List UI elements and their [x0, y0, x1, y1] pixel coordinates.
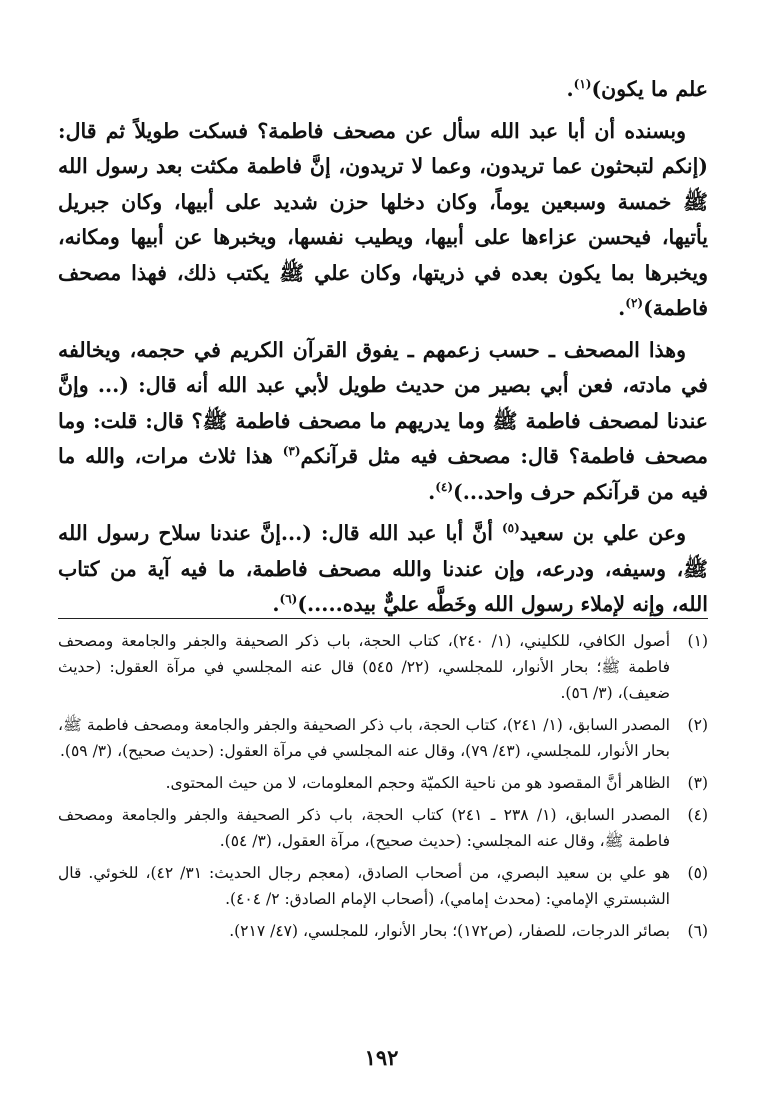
paragraph-2-text: وبسنده أن أبا عبد الله سأل عن مصحف فاطمة؟ فسكت طويلاً ثم قال: (إنكم لتبحثون عما تريدون، وعما لا تريدون، إنَّ فاطمة مكثت بعد رسول الله ﷺ خمسة وسبعين يوماً، وكان دخلها حزن شديد على أبيها، وكان جبريل يأتيها، فيحسن عزاءها على أبيها، ويطيب نفسها، ويخبرها عن أبيها ومكانه، ويخبرها بما يكون بعده في ذريتها، وكان علي ﷺ يكتب ذلك، فهذا مصحف فاطمة): [58, 118, 708, 320]
paragraph-4-tail: أنَّ أبا عبد الله قال: (...إنَّ عندنا سلاح رسول الله ﷺ، وسيفه، ودرعه، وإن عندنا والله مصحف فاطمة، ما فيه آية من كتاب الله، وإنه لإملاء رسول الله وخَطَّه عليٌّ بيده.....): [58, 521, 708, 616]
footnote-marker-6: (٦): [279, 592, 298, 607]
footnotes: [58, 628, 708, 950]
paragraph-4: [58, 516, 708, 623]
footnote-marker-5: (٥): [501, 521, 520, 536]
paragraph-3: [58, 333, 708, 511]
paragraph-1-tail: .: [566, 77, 574, 101]
footnote-marker-3: (٣): [282, 444, 301, 459]
footnote-number: (١): [687, 632, 708, 650]
footnote-number: (٥): [687, 864, 708, 882]
paragraph-3-tail: هذا ثلاث مرات، والله ما فيه من قرآنكم حرف واحد...): [58, 444, 708, 504]
footnote-number: (٤): [687, 806, 708, 824]
footnote-6: [58, 918, 708, 944]
footnote-number: (٢): [687, 716, 708, 734]
paragraph-2: [58, 114, 708, 327]
footnote-divider: [58, 618, 708, 619]
footnote-marker-4: (٤): [435, 479, 454, 494]
footnote-5: [58, 860, 708, 912]
footnote-text: بصائر الدرجات، للصفار، (ص١٧٢)؛ بحار الأنوار، للمجلسي، (٤٧/ ٢١٧).: [229, 922, 670, 940]
paragraph-2-tail: .: [618, 296, 626, 320]
footnote-text: هو علي بن سعيد البصري، من أصحاب الصادق، (معجم رجال الحديث: ٣١/ ٤٢)، للخوئي. قال الشبستري الإمامي: (محدث إمامي)، (أصحاب الإمام الصادق: ٢/ ٤٠٤).: [58, 864, 670, 908]
paragraph-1: [58, 72, 708, 108]
footnote-text: المصدر السابق، (١/ ٢٣٨ ـ ٢٤١) كتاب الحجة، باب ذكر الصحيفة والجفر والجامعة ومصحف فاطمة ﷺ، وقال عنه المجلسي: (حديث صحيح)، مرآة العقول، (٣/ ٥٤).: [58, 806, 670, 850]
footnote-marker-2: (٢): [625, 296, 644, 311]
footnote-text: أصول الكافي، للكليني، (١/ ٢٤٠)، كتاب الحجة، باب ذكر الصحيفة والجفر والجامعة ومصحف فاطمة ﷺ؛ بحار الأنوار، للمجلسي، (٢٢/ ٥٤٥) قال عنه المجلسي في مرآة العقول: (حديث ضعيف)، (٣/ ٥٦).: [58, 632, 671, 702]
page-number: ١٩٢: [364, 1045, 399, 1070]
footnote-number: (٣): [687, 774, 708, 792]
paragraph-3-tail-2: .: [428, 479, 436, 504]
main-text: [58, 72, 708, 629]
footnote-4: [58, 802, 708, 854]
footnote-marker-1: (١): [573, 77, 592, 92]
footnote-text: المصدر السابق، (١/ ٢٤١)، كتاب الحجة، باب ذكر الصحيفة والجفر والجامعة ومصحف فاطمة ﷺ، بحار الأنوار، للمجلسي، (٤٣/ ٧٩)، وقال عنه المجلسي في مرآة العقول: (حديث صحيح)، (٣/ ٥٩).: [58, 716, 670, 760]
paragraph-1-text: علم ما يكون): [591, 77, 708, 101]
paragraph-4-tail-2: .: [272, 592, 280, 616]
footnote-text: الظاهر أنَّ المقصود هو من ناحية الكميّة وحجم المعلومات، لا من حيث المحتوى.: [165, 774, 670, 792]
footnote-2: [58, 712, 708, 764]
paragraph-4-text: وعن علي بن سعيد: [519, 521, 686, 545]
footnote-3: [58, 770, 708, 796]
footnote-number: (٦): [687, 922, 708, 940]
paragraph-3-text: وهذا المصحف ـ حسب زعمهم ـ يفوق القرآن الكريم في حجمه، ويخالفه في مادته، فعن أبي بصير من حديث طويل لأبي عبد الله أنه قال: (... وإنَّ عندنا لمصحف فاطمة ﷺ وما يدريهم ما مصحف فاطمة ﷺ؟ قال: قلت: وما مصحف فاطمة؟ قال: مصحف فيه مثل قرآنكم: [58, 337, 708, 468]
footnote-1: [58, 628, 708, 706]
